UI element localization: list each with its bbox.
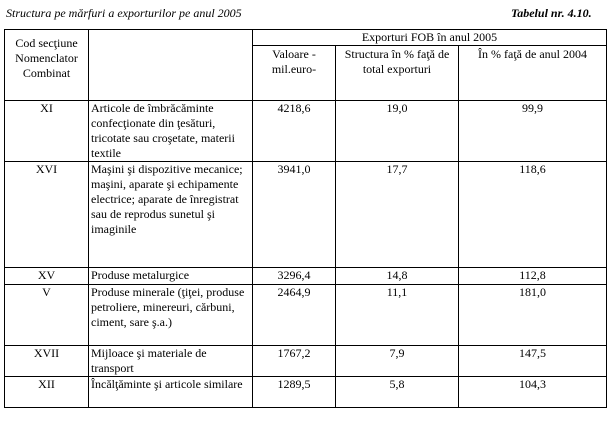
exports-table bbox=[4, 29, 607, 408]
table-row bbox=[5, 162, 607, 268]
header-row-top bbox=[5, 30, 607, 46]
table-row bbox=[5, 268, 607, 285]
table-title: Structura pe mărfuri a exporturilor pe anul 2005 bbox=[6, 6, 242, 20]
table-number: Tabelul nr. 4.10. bbox=[511, 6, 592, 20]
section-code: XVI bbox=[5, 162, 89, 268]
header-value: Valoare -mil.euro- bbox=[253, 46, 336, 101]
table-row bbox=[5, 285, 607, 346]
table-row bbox=[5, 101, 607, 162]
header-group: Exporturi FOB în anul 2005 bbox=[253, 30, 607, 46]
product-name: Articole de îmbrăcăminte confecţionate din ţesături, tricotate sau croşetate, materii textile bbox=[89, 101, 253, 162]
structure-cell: 7,9 bbox=[336, 346, 459, 377]
product-name: Maşini şi dispozitive mecanice; maşini, aparate şi echipamente electrice; aparate de înregistrat sau de reprodus sunetul şi imaginile bbox=[89, 162, 253, 268]
value-cell: 4218,6 bbox=[253, 101, 336, 162]
product-name: Produse minerale (ţiţei, produse petroliere, minereuri, cărbuni, ciment, sare ş.a.) bbox=[89, 285, 253, 346]
percent-cell: 147,5 bbox=[459, 346, 607, 377]
structure-cell: 11,1 bbox=[336, 285, 459, 346]
structure-cell: 5,8 bbox=[336, 377, 459, 408]
value-cell: 3941,0 bbox=[253, 162, 336, 268]
value-cell: 1767,2 bbox=[253, 346, 336, 377]
table-row bbox=[5, 377, 607, 408]
percent-cell: 181,0 bbox=[459, 285, 607, 346]
header-empty bbox=[89, 30, 253, 101]
table-row bbox=[5, 346, 607, 377]
section-code: XVII bbox=[5, 346, 89, 377]
value-cell: 1289,5 bbox=[253, 377, 336, 408]
structure-cell: 19,0 bbox=[336, 101, 459, 162]
section-code: V bbox=[5, 285, 89, 346]
product-name: Încălţăminte şi articole similare bbox=[89, 377, 253, 408]
value-cell: 2464,9 bbox=[253, 285, 336, 346]
section-code: XII bbox=[5, 377, 89, 408]
percent-cell: 112,8 bbox=[459, 268, 607, 285]
structure-cell: 17,7 bbox=[336, 162, 459, 268]
product-name: Produse metalurgice bbox=[89, 268, 253, 285]
section-code: XI bbox=[5, 101, 89, 162]
header-code: Cod secţiune Nomenclator Combinat bbox=[5, 30, 89, 101]
section-code: XV bbox=[5, 268, 89, 285]
structure-cell: 14,8 bbox=[336, 268, 459, 285]
percent-cell: 99,9 bbox=[459, 101, 607, 162]
product-name: Mijloace şi materiale de transport bbox=[89, 346, 253, 377]
header-structure: Structura în % faţă de total exporturi bbox=[336, 46, 459, 101]
header-percent: În % faţă de anul 2004 bbox=[459, 46, 607, 101]
value-cell: 3296,4 bbox=[253, 268, 336, 285]
percent-cell: 118,6 bbox=[459, 162, 607, 268]
percent-cell: 104,3 bbox=[459, 377, 607, 408]
